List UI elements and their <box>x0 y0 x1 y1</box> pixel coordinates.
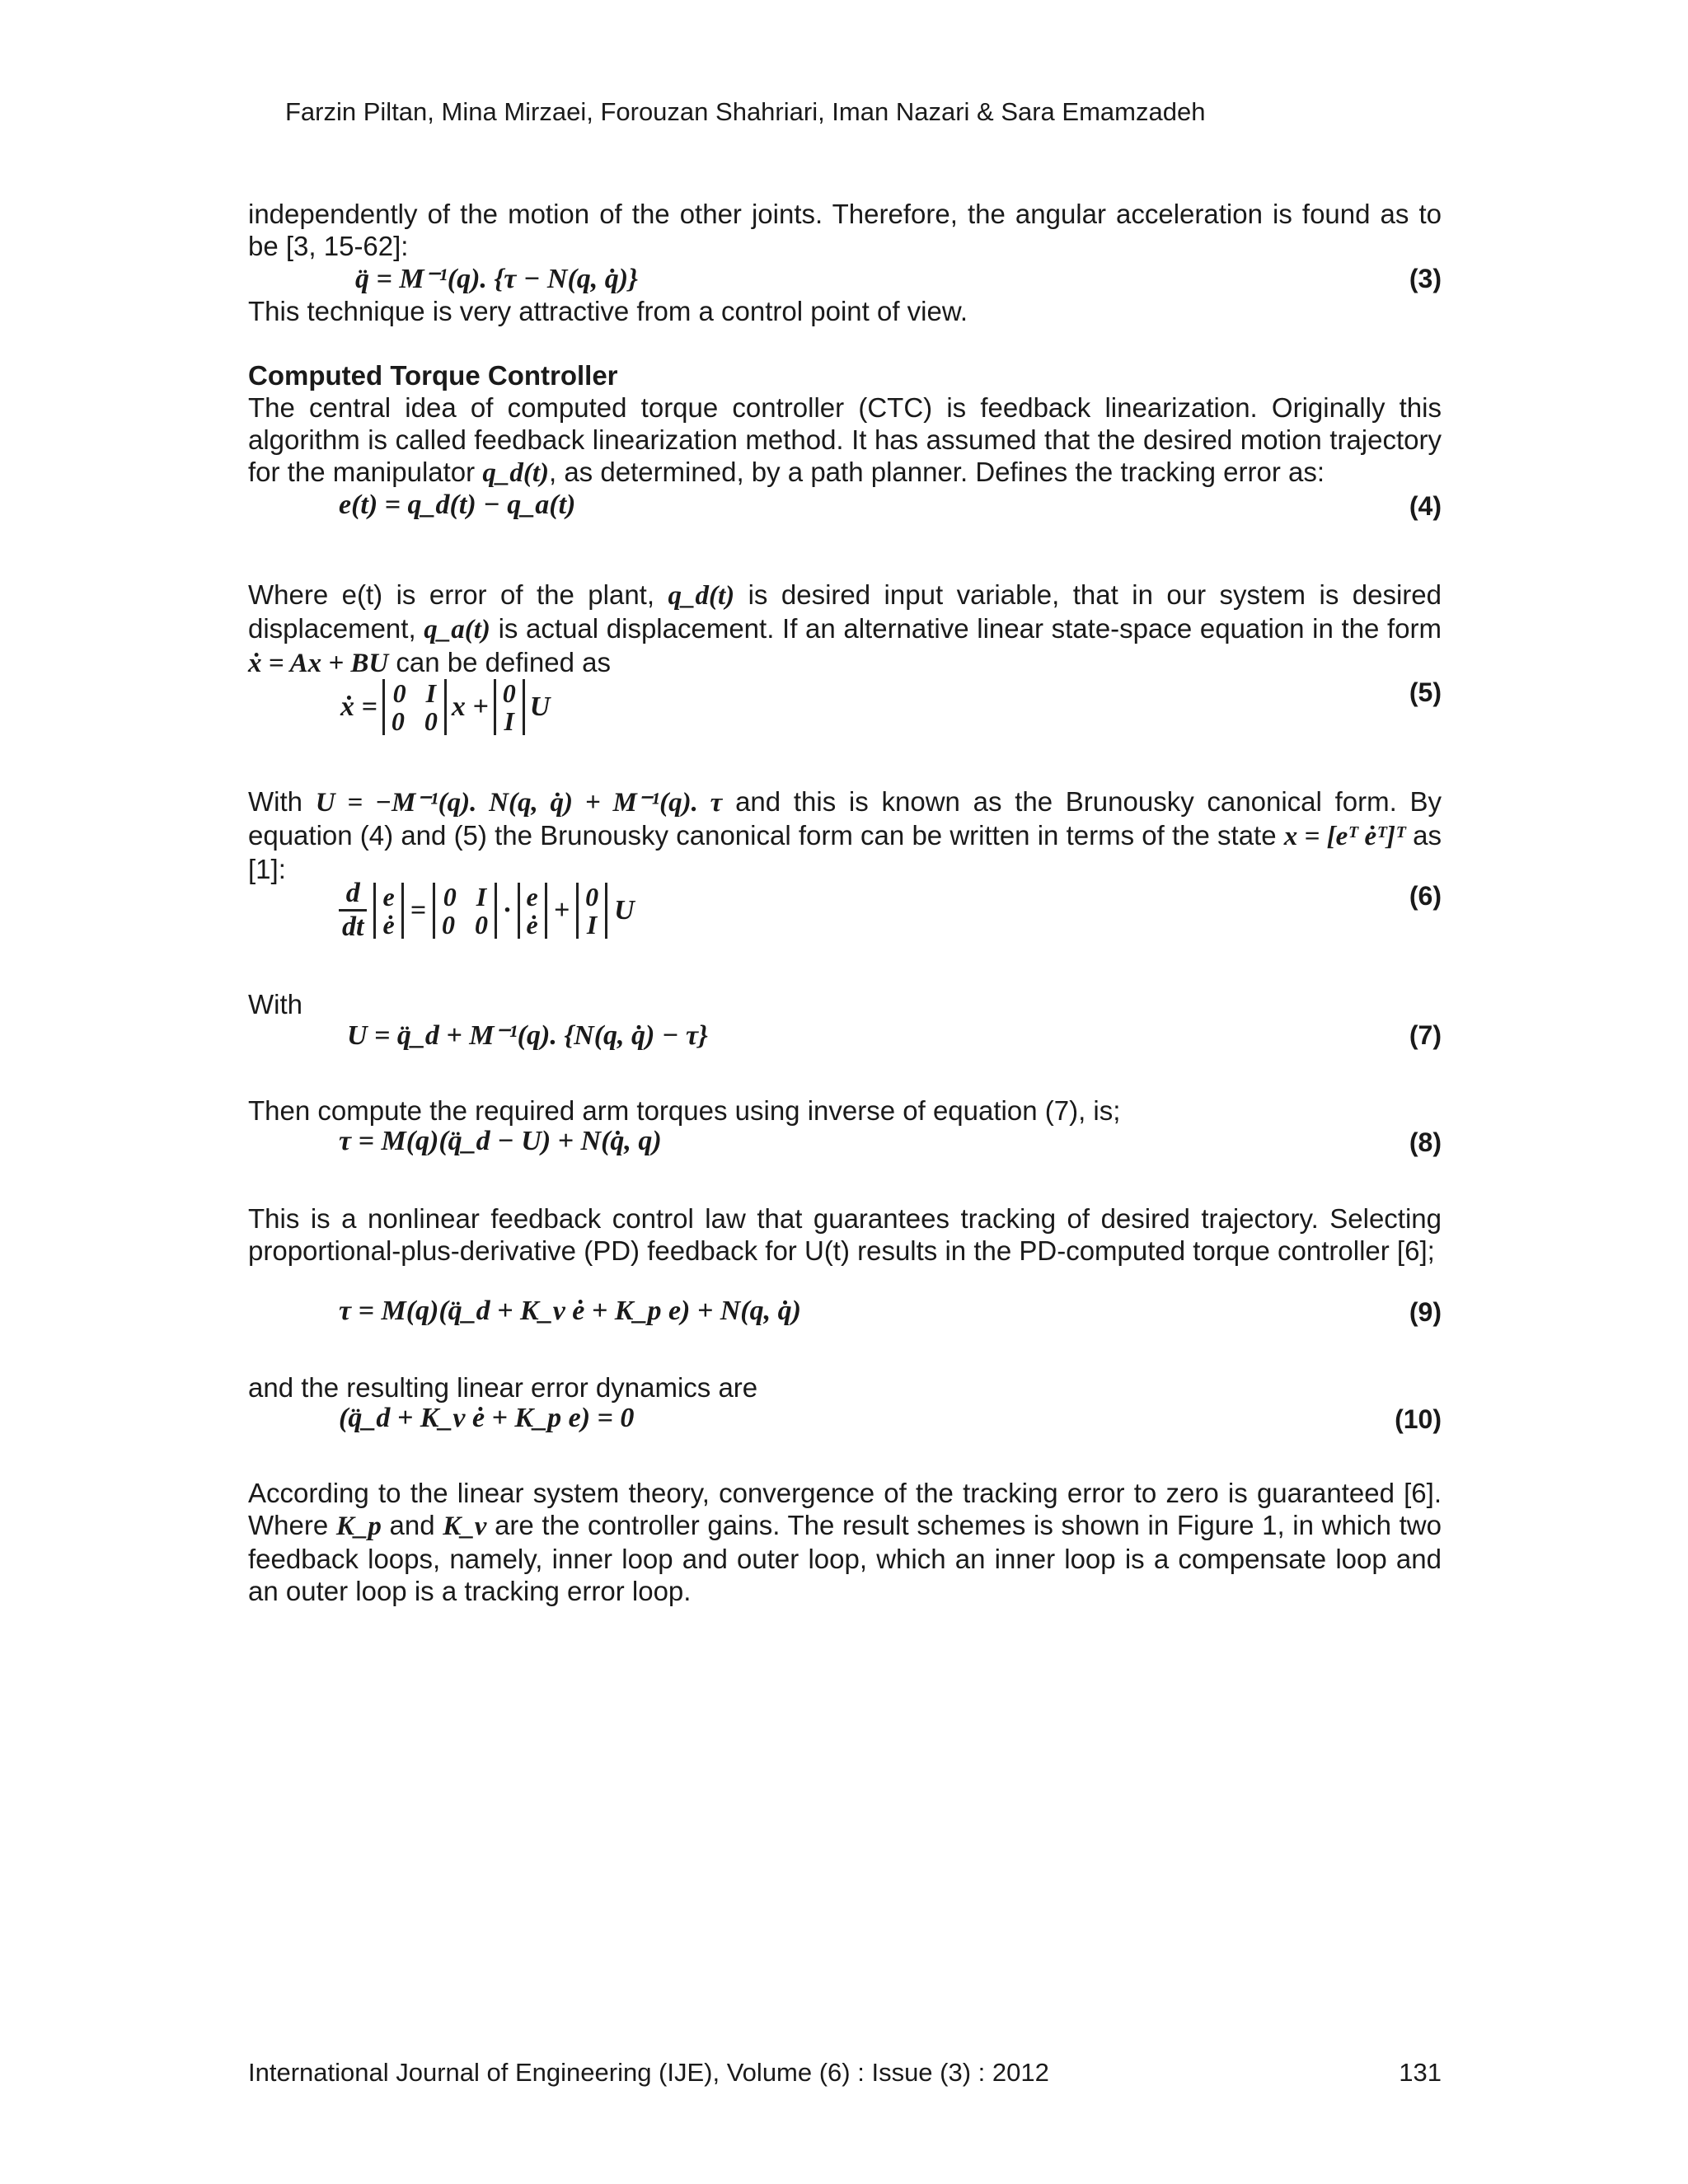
equation-9 <box>248 1296 1442 1332</box>
math-qd: q_d(t) <box>482 458 549 488</box>
matrix-row: I <box>586 909 598 940</box>
matrix-row: 0 0 <box>442 909 489 940</box>
equation-8-body: τ = M(q)(q̈_d − U) + N(q̇, q) <box>339 1126 662 1156</box>
matrix-row: e <box>382 881 395 912</box>
page-number: 131 <box>1399 2058 1442 2087</box>
math-state-space: ẋ = Ax + BU <box>248 649 389 678</box>
paragraph <box>248 391 1442 490</box>
paragraph: independently of the motion of the other joints. Therefore, the angular acceleration is found as to be [3, 15-62]: <box>248 199 1442 261</box>
text: are the controller gains. The result schemes is shown in Figure 1, in which two feedback loops, namely, inner loop and outer loop, which an inner loop is a compensate loop and an outer loop is a tracking error loop. <box>248 1510 1442 1606</box>
paragraph <box>248 785 1442 885</box>
matrix <box>382 679 447 735</box>
equation-8-number: (8) <box>1409 1127 1442 1157</box>
equation-10-number: (10) <box>1395 1404 1442 1434</box>
equation-7 <box>248 1019 1442 1055</box>
paragraph <box>248 1477 1442 1607</box>
math-kp: K_p <box>335 1511 382 1541</box>
text: and <box>389 1510 435 1540</box>
denominator: dt <box>342 912 364 942</box>
equation-10 <box>248 1403 1442 1439</box>
equation-3-number: (3) <box>1409 264 1442 293</box>
vector <box>373 883 403 939</box>
paragraph-block <box>248 579 1442 680</box>
matrix <box>494 679 525 735</box>
equation-6-number: (6) <box>1409 881 1442 911</box>
matrix-row: e <box>526 881 538 912</box>
eq-part: ẋ = <box>340 691 377 722</box>
equation-4 <box>248 490 1442 523</box>
equation-4-number: (4) <box>1409 491 1442 521</box>
main-text <box>248 198 1442 327</box>
paragraph: With <box>248 989 302 1019</box>
matrix-row: ė <box>382 909 395 940</box>
paragraph-block <box>248 785 1442 885</box>
matrix-row: 0 I <box>443 881 487 912</box>
eq-part: U <box>529 691 551 722</box>
equation-7-body: U = q̈_d + M⁻¹(q). {N(q, q̇) − τ} <box>347 1020 708 1051</box>
matrix-row: 0 <box>585 881 599 912</box>
matrix <box>433 883 497 939</box>
journal-citation: International Journal of Engineering (IJE), Volume (6) : Issue (3) : 2012 <box>248 2058 1049 2087</box>
paragraph-block <box>248 1202 1442 1267</box>
eq-part: · <box>504 894 511 926</box>
eq-part: x + <box>451 691 489 722</box>
equation-7-number: (7) <box>1409 1020 1442 1050</box>
running-header: Farzin Piltan, Mina Mirzaei, Forouzan Shahriari, Iman Nazari & Sara Emamzadeh <box>285 97 1206 126</box>
section-ctc <box>248 359 1442 523</box>
text: can be defined as <box>396 647 611 677</box>
paragraph <box>248 579 1442 680</box>
paragraph: This technique is very attractive from a control point of view. <box>248 296 968 326</box>
math-u: U = −M⁻¹(q). N(q, q̇) + M⁻¹(q). τ <box>315 788 723 818</box>
paragraph-block <box>248 1371 1442 1404</box>
paragraph: Then compute the required arm torques using inverse of equation (7), is; <box>248 1095 1121 1126</box>
matrix <box>576 883 607 939</box>
equation-8 <box>248 1126 1442 1162</box>
matrix-row: ė <box>526 909 538 940</box>
equation-4-body: e(t) = q_d(t) − q_a(t) <box>339 490 576 520</box>
numerator: d <box>339 878 367 912</box>
math-qd: q_d(t) <box>668 581 735 611</box>
equation-9-number: (9) <box>1409 1297 1442 1327</box>
equation-6 <box>248 878 1442 952</box>
matrix-row: 0 I <box>392 678 437 708</box>
paragraph-block <box>248 1477 1442 1607</box>
text: Where e(t) is error of the plant, <box>248 579 655 610</box>
vector <box>518 883 547 939</box>
equation-9-body: τ = M(q)(q̈_d + K_v ė + K_p e) + N(q, q̇) <box>339 1296 801 1326</box>
equation-10-body: (q̈_d + K_v ė + K_p e) = 0 <box>339 1403 635 1433</box>
section-heading: Computed Torque Controller <box>248 360 618 391</box>
text: , as determined, by a path planner. Defines the tracking error as: <box>548 457 1325 487</box>
eq-part: = <box>410 894 427 926</box>
text: is actual displacement. If an alternative linear state-space equation in the form <box>498 613 1442 644</box>
text: According to the linear system theory, convergence of the tracking error to zero is guaranteed [6]. Where <box>248 1478 1442 1540</box>
equation-6-body <box>339 878 635 943</box>
paragraph-block <box>248 1094 1442 1127</box>
math-state: x = [eᵀ ėᵀ]ᵀ <box>1283 822 1405 851</box>
paragraph: and the resulting linear error dynamics are <box>248 1372 758 1403</box>
text: The central idea of computed torque controller (CTC) is feedback linearization. Originally this algorithm is called feedback linearization method. It has assumed that the desired motion trajectory for the manipulator <box>248 392 1442 487</box>
math-qa: q_a(t) <box>424 615 490 644</box>
eq-part: + <box>553 894 570 926</box>
text: as [1]: <box>248 820 1442 884</box>
matrix-row: 0 0 <box>391 706 438 736</box>
matrix-row: 0 <box>502 678 516 708</box>
page-footer <box>248 2058 1442 2088</box>
paragraph-block <box>248 988 1442 1020</box>
text: and this is known as the Brunousky canonical form. By equation (4) and (5) the Brunousky canonical form can be written in terms of the state <box>248 786 1442 851</box>
equation-3-body: q̈ = M⁻¹(q). {τ − N(q, q̇)} <box>355 264 638 294</box>
derivative-fraction <box>339 878 367 943</box>
equation-5-number: (5) <box>1409 677 1442 707</box>
equation-5-body <box>340 679 550 735</box>
paragraph: This is a nonlinear feedback control law that guarantees tracking of desired trajectory. Selecting proportional-plus-derivative (PD) feedback for U(t) results in the PD-computed torque controller [6]; <box>248 1203 1442 1266</box>
eq-part: U <box>614 894 635 926</box>
text: With <box>248 786 302 817</box>
equation-3 <box>248 262 1442 295</box>
matrix-row: I <box>504 706 514 736</box>
equation-5 <box>248 676 1442 742</box>
text: is desired input variable, that in our system is desired displacement, <box>248 579 1442 644</box>
math-kv: K_v <box>443 1511 487 1541</box>
